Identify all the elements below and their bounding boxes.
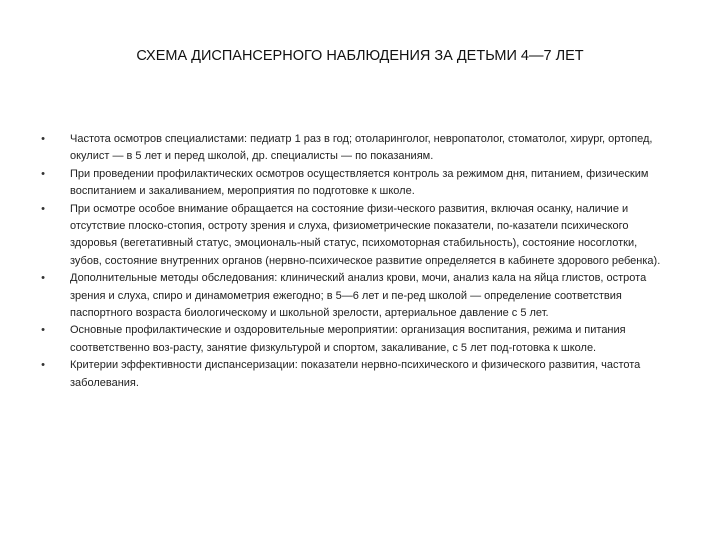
list-item [38,131,668,166]
bullet-marker: • [41,359,45,372]
list-item-text: Критерии эффективности диспансеризации: показатели нервно-психического и физического развития, частота заболевания. [70,359,641,389]
list-item [38,166,668,201]
bullet-list [38,131,668,392]
list-item [38,357,668,392]
list-item [38,322,668,357]
list-item [38,201,668,271]
list-item-text: Основные профилактические и оздоровительные мероприятии: организация воспитания, режима и питания соответственно воз-расту, занятие физкультурой и спортом, закаливание, с 5 лет под-готовка к школе. [70,324,626,354]
bullet-marker: • [41,133,45,145]
slide-title: СХЕМА ДИСПАНСЕРНОГО НАБЛЮДЕНИЯ ЗА ДЕТЬМИ 4—7 ЛЕТ [136,48,584,64]
bullet-marker: • [41,324,45,337]
list-item-text: При осмотре особое внимание обращается на состояние физи-ческого развития, включая осанку, наличие и отсутствие плоско-стопия, остроту зрения и слуха, физиометрические показатели, по-казатели психического здоровья (вегетативный статус, эмоциональ-ный статус, психомоторная стабильность), состояние носоглотки, зубов, состояние внутренних органов (нервно-психическое развитие определяется в кабинете здорового ребенка). [70,202,661,267]
bullet-marker: • [41,272,45,285]
bullet-marker: • [41,202,45,215]
list-item-text: При проведении профилактических осмотров осуществляется контроль за режимом дня, питанием, физическим воспитанием и закаливанием, мероприятия по подготовке к школе. [70,167,649,198]
list-item-text: Частота осмотров специалистами: педиатр 1 раз в год; отоларинголог, невропатолог, стоматолог, хирург, ортопед, окулист — в 5 лет и перед школой, др. специалисты — по показаниям. [70,133,653,163]
list-item-text: Дополнительные методы обследования: клинический анализ крови, мочи, анализ кала на яйца глистов, острота зрения и слуха, спиро и динамометрия ежегодно; в 5—6 лет и пе-ред школой — определение соответствия паспортного возраста биологическому и школьной зрелости, артериальное давление с 5 лет. [70,272,647,320]
bullet-marker: • [41,167,45,180]
list-item [38,270,668,322]
